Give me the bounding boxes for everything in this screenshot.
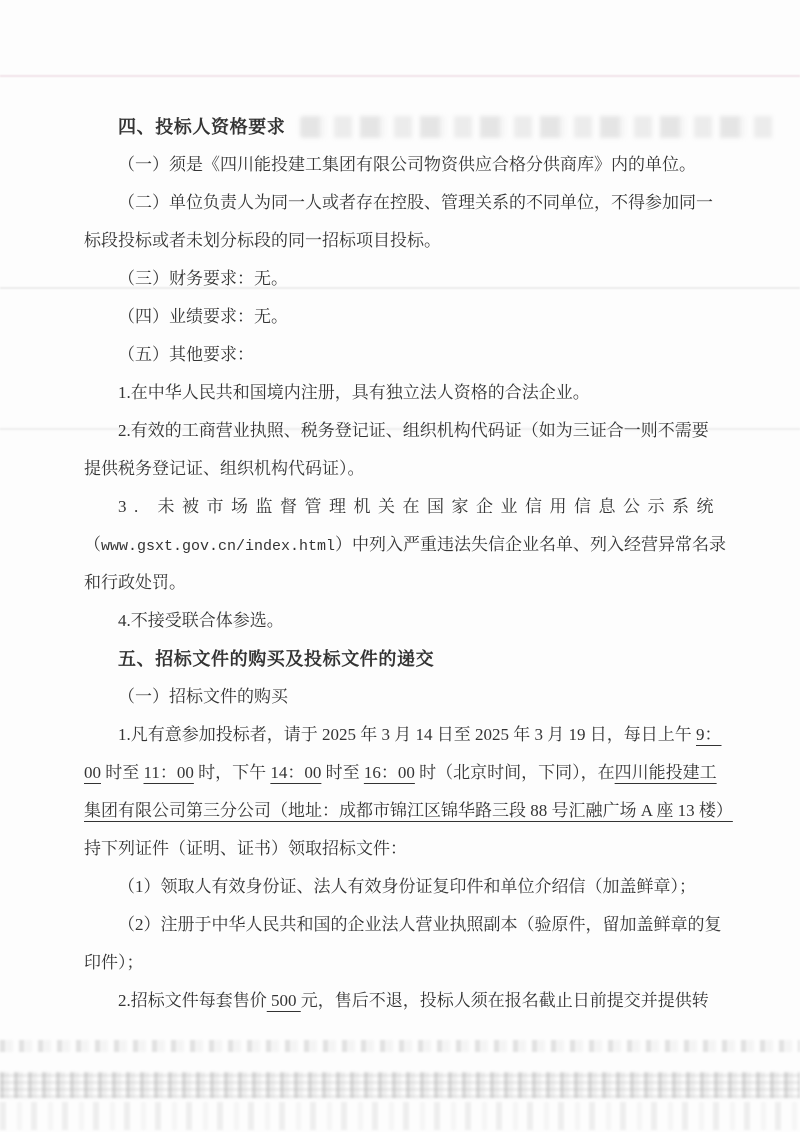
text-line (84, 450, 724, 488)
section-heading (84, 108, 724, 146)
text-line (84, 602, 724, 640)
text-line (84, 526, 727, 564)
text-segment: 时（北京时间，下同），在 (414, 763, 615, 782)
section-heading (84, 640, 724, 678)
text-segment: 标段投标或者未划分标段的同一招标项目投标。 (84, 231, 441, 250)
text-segment: （五）其他要求： (118, 345, 254, 364)
underlined-text: 00 (84, 763, 101, 782)
text-segment: 持下列证件（证明、证书）领取招标文件： (84, 839, 407, 858)
text-line (84, 184, 724, 222)
underlined-text: 四川能投建工 (614, 763, 717, 782)
text-segment: ）中列入严重违法失信企业名单、列入经营异常名录 (335, 535, 727, 554)
underlined-text: 集团有限公司第三分公司（地址：成都市锦江区锦华路三段 88 号汇融广场 A 座 13 楼） (84, 801, 733, 820)
text-segment: 1.在中华人民共和国境内注册，具有独立法人资格的合法企业。 (118, 383, 590, 402)
text-segment: （ (84, 535, 101, 554)
text-line (84, 678, 724, 716)
text-line (84, 488, 724, 526)
text-segment: （三）财务要求：无。 (118, 269, 288, 288)
underlined-text: 500 (266, 991, 301, 1010)
text-segment: （一）须是《四川能投建工集团有限公司物资供应合格分供商库》内的单位。 (118, 155, 696, 174)
text-segment: 四、投标人资格要求 (118, 117, 286, 137)
text-line (84, 868, 724, 906)
underlined-text: 16：00 (363, 763, 415, 782)
text-segment: 2.有效的工商营业执照、税务登记证、组织机构代码证（如为三证合一则不需要 (118, 421, 709, 440)
text-line (84, 906, 724, 944)
text-line (84, 982, 724, 1020)
text-segment: 时至 (101, 763, 144, 782)
text-segment: （四）业绩要求：无。 (118, 307, 288, 326)
text-line (84, 298, 724, 336)
text-segment: 4.不接受联合体参选。 (118, 611, 284, 630)
text-segment: 时，下午 (193, 763, 271, 782)
underlined-text: 9： (696, 725, 722, 744)
text-line (84, 222, 724, 260)
url-text: www.gsxt.gov.cn/index.html (101, 538, 336, 555)
text-segment: 2.招标文件每套售价 (118, 991, 267, 1010)
text-segment: 和行政处罚。 (84, 573, 186, 592)
text-line (84, 792, 733, 830)
underlined-text: 14：00 (270, 763, 322, 782)
scan-artifact-noise-band (0, 1040, 800, 1052)
document-body (84, 108, 733, 1020)
text-segment: 元，售后不退，投标人须在报名截止日前提交并提供转 (300, 991, 709, 1010)
text-line (84, 336, 724, 374)
text-line (84, 564, 724, 602)
underlined-text: 11：00 (143, 763, 194, 782)
text-segment: （二）单位负责人为同一人或者存在控股、管理关系的不同单位，不得参加同一 (118, 193, 713, 212)
text-line (84, 374, 724, 412)
text-segment: 提供税务登记证、组织机构代码证）。 (84, 459, 365, 478)
text-segment: 3. 未被市场监督管理机关在国家企业信用信息公示系统 (118, 497, 721, 516)
text-line (84, 830, 724, 868)
scan-artifact-pink-line (0, 75, 800, 77)
text-line (84, 146, 724, 184)
text-segment: （2）注册于中华人民共和国的企业法人营业执照副本（验原件，留加盖鲜章的复 (118, 915, 722, 934)
text-segment: 时至 (321, 763, 364, 782)
text-line (84, 412, 724, 450)
text-segment: 1.凡有意参加投标者，请于 2025 年 3 月 14 日至 2025 年 3 月 19 日，每日上午 (118, 725, 696, 744)
scan-artifact-noise-band (0, 1072, 800, 1098)
text-line (84, 260, 724, 298)
text-segment: （1）领取人有效身份证、法人有效身份证复印件和单位介绍信（加盖鲜章）； (118, 877, 696, 896)
text-line (84, 944, 724, 982)
text-segment: （一）招标文件的购买 (118, 687, 288, 706)
text-segment: 印件）； (84, 953, 144, 972)
text-segment: 五、招标文件的购买及投标文件的递交 (118, 649, 435, 669)
text-line (84, 716, 724, 754)
scan-artifact-noise-band (0, 1102, 800, 1130)
text-line (84, 754, 724, 792)
